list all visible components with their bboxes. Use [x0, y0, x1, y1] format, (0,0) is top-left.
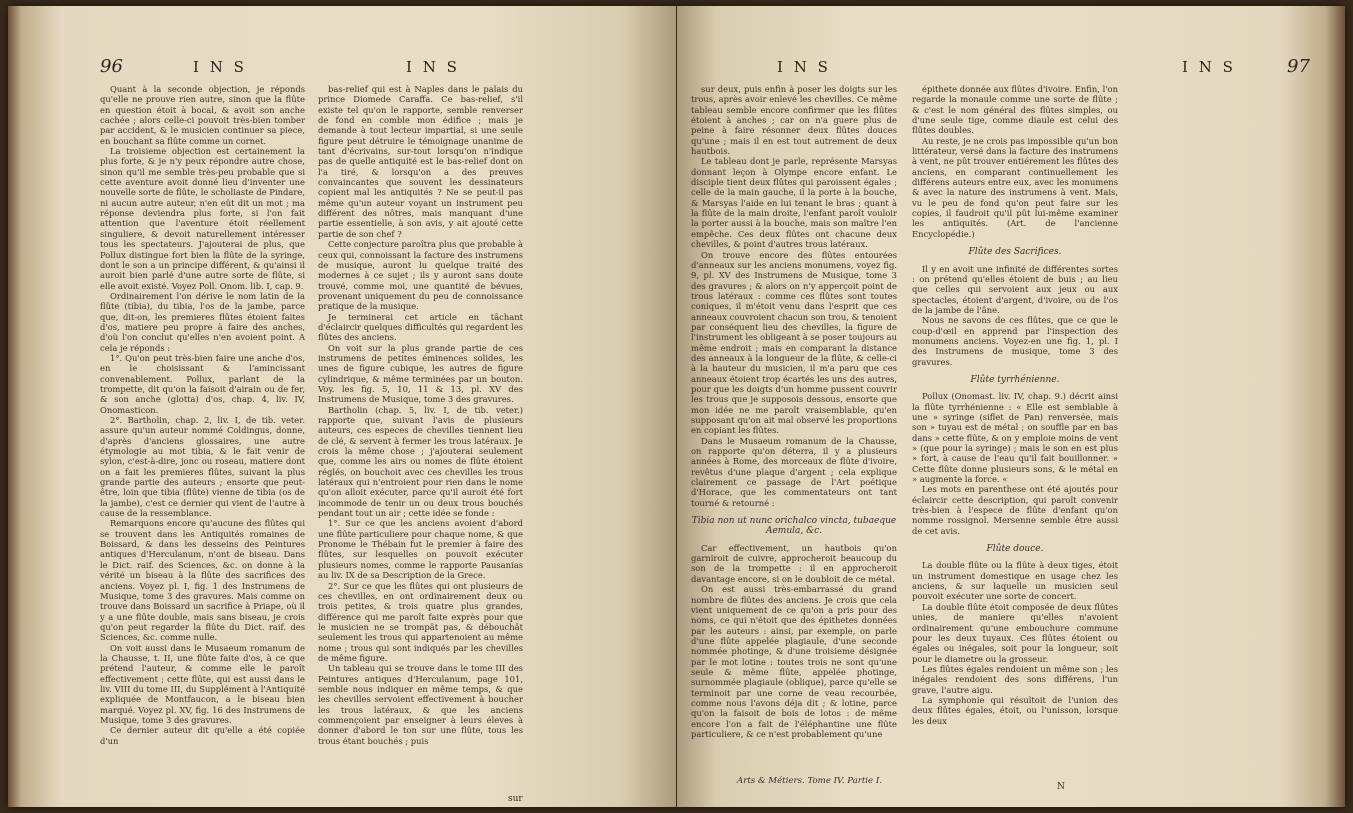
paragraph: La double flûte ou la flûte à deux tiges, étoit un instrument domestique en usage chez les anciens, & sur laquelle un musicien seul pouvoit exécuter une sorte de concert. [912, 560, 1118, 602]
paragraph: Quant à la seconde objection, je réponds qu'elle ne prouve rien autre, sinon que la flûte en question étoit à bocal, & avoit son anche cachée ; alors celle-ci pouvoit très-bien tomber par accident, & le musicien continuer sa piece, en bouchant sa flûte comme un cornet. [100, 84, 305, 146]
paragraph: Ordinairement l'on dérive le nom latin de la flûte (tibia), du tibia, l'os de la jambe, parce que, dit-on, les premieres flûtes étoient faites d'os, matiere peu propre à faire des anches, d'où l'on conclut qu'elles n'en avoient point. A cela je réponds : [100, 290, 305, 353]
paragraph: Ce dernier auteur dit qu'elle a été copiée d'un [100, 725, 305, 746]
page-number-right: 97 [1287, 56, 1310, 77]
paragraph: On est aussi très-embarrassé du grand nombre de flûtes des anciens. Je crois que cela vient uniquement de ce qu'on a pris pour des noms, ce qui n'étoit que des épithetes données par les auteurs : ainsi, par exemple, on parle d'une flûte appelée plagiaule, d'une seconde nommée photinge, & d'une troisieme désignée par le mot lotine : toutes trois ne sont qu'une seule & même flûte, appelée photinge, surnommée plagiaule (oblique), parce qu'elle se terminoit par une corne de veau recourbée, comme nous l'avons déja dit ; & lotine, parce qu'on la faisoit de bois de lotos : de même encore l'on a fait de l'éléphantine une flûte particuliere, & ce n'est probablement qu'une [691, 584, 897, 739]
paragraph: Remarquons encore qu'aucune des flûtes qui se trouvent dans les Antiquités romaines de Boissard, & dans les desseins des Peintures antiques d'Herculanum, n'ont de biseau. Dans le Dict. raif. des Sciences, &c. on donne à la vérité un biseau à la flûte des sacrifices des anciens. Voyez pl. I, fig. 1 des Instrumens de Musique, tome 3 des gravures. Mais comme on trouve dans Boissard un sacrifice à Priape, où il y a une flûte double, mais sans biseau, je crois qu'on peut regarder la flûte du Dict. raif. des Sciences, &c. comme nulle. [100, 518, 305, 643]
paragraph: La symphonie qui résultoit de l'union des deux flûtes égales, étoit, ou l'unisson, lorsque les deux [912, 694, 1118, 726]
paragraph: 1°. Sur ce que les anciens avoient d'abord une flûte particuliere pour chaque nome, & que Pronome le Thébain fut le premier à faire des flûtes, sur lesquelles on pouvoit exécuter plusieurs nomes, comme le rapporte Pausanias au liv. IX de sa Description de la Grece. [318, 518, 523, 581]
signature-mark: N [1057, 782, 1065, 792]
running-head-right-col1: I N S [777, 58, 831, 76]
paragraph: bas-relief qui est à Naples dans le palais du prince Diomede Caraffa. Ce bas-relief, s'il existe tel qu'on le rapporte, semble renverser de fond en comble mon édifice ; mais je demande à tout lecteur impartial, si une seule figure peut détruire le témoignage unanime de tant d'écrivains, sur-tout lorsqu'on n'indique pas de quelle antiquité est le bas-relief dont on l'a tiré, & lorsqu'on a des preuves convaincantes que souvent les dessinateurs copient mal les antiquités ? Ne se peut-il pas même qu'un auteur voyant un instrument peu différent des nôtres, mais manquant d'une partie essentielle, à son avis, y ait ajouté cette partie de son chef ? [318, 84, 523, 239]
paragraph: La troisieme objection est certainement la plus forte, & je n'y peux répondre autre chose, sinon qu'il me semble très-peu probable que si cette aventure avoit donné lieu d'inventer une nouvelle sorte de flûte, le scholiaste de Pindare, ni aucun autre auteur, n'en eût dit un mot ; ma réponse deviendra plus forte, si l'on fait attention que l'aventure étoit réellement singuliere, & devoit naturellement intéresser tous les spectateurs. J'ajouterai de plus, que Pollux distingue fort bien la flûte de la syringe, dont le son a un principe différent, & qu'ainsi il auroit bien parlé d'une autre sorte de flûte, si elle avoit existé. Voyez Poll. Onom. lib. I, cap. 9. [100, 146, 305, 291]
left-page-column-2 [318, 84, 523, 746]
paragraph: Il y en avoit une infinité de différentes sortes : on prétend qu'elles étoient de buis ; au lieu que celles qui servoient aux jeux ou aux spectacles, étoient d'argent, d'ivoire, ou de l'os de la jambe de l'âne. [912, 263, 1118, 315]
paragraph: 1°. Qu'on peut très-bien faire une anche d'os, en le choisissant & l'amincissant convenablement. Pollux, parlant de la trompette, dit qu'on la faisoit d'airain ou de fer, & son anche (glotta) d'os, chap. 4, liv. IV, Onomasticon. [100, 352, 305, 415]
running-head-right-col2: I N S [1182, 58, 1236, 76]
right-page-column-2 [912, 84, 1118, 726]
paragraph: La double flûte étoit composée de deux flûtes unies, de maniere qu'elles n'avoient ordinairement qu'une embouchure commune pour les deux tuyaux. Ces flûtes étoient ou égales ou inégales, soit pour la longueur, soit pour le diametre ou la grosseur. [912, 601, 1118, 664]
running-head-left-col1: I N S [193, 58, 247, 76]
paragraph: Nous ne savons de ces flûtes, que ce que le coup-d'œil en apprend par l'inspection des monumens anciens. Voyez-en une fig. 1, pl. I des Instrumens de musique, tome 3 des gravures. [912, 315, 1118, 367]
paragraph: Les mots en parenthese ont été ajoutés pour éclaircir cette description, qui paroît convenir très-bien à l'espece de flûte d'enfant qu'on nomme rossignol. Mersenne semble être aussi de cet avis. [912, 484, 1118, 536]
catchword: sur [508, 794, 523, 804]
paragraph: On trouve encore des flûtes entourées d'anneaux sur les anciens monumens, voyez fig. 9, pl. XV des Instrumens de Musique, tome 3 des gravures ; & alors on n'y apperçoit point de trous latéraux : comme ces flûtes sont toutes coniques, il m'étoit venu dans l'esprit que ces anneaux couvroient chacun son trou, & tenoient par conséquent lieu des chevilles, la figure de l'instrument les obligeant à se poser toujours au même endroit ; mais en comparant la distance des anneaux à la longueur de la flûte, & celle-ci à la hauteur du musicien, il m'a paru que ces anneaux étoient trop écartés les uns des autres, pour que les doigts d'un homme pussent couvrir les trous que je supposois dessous, ensorte que mon idée ne me paroît vraisemblable, qu'en supposant qu'on ait mal observé les proportions en copiant les flûtes. [691, 249, 897, 436]
section-heading: Flûte des Sacrifices. [968, 247, 1062, 258]
paragraph: On voit sur la plus grande partie de ces instrumens de petites éminences solides, les unes de figure cubique, les autres de figure cylindrique, & même terminées par un bouton. Voy. les fig. 5, 10, 11 & 13, pl. XV des Instrumens de Musique, tome 3 des gravures. [318, 342, 523, 405]
section-heading: Flûte tyrrhénienne. [970, 374, 1060, 385]
page-footer: Arts & Métiers. Tome IV. Partie I. [737, 776, 882, 786]
paragraph: Les flûtes égales rendoient un même son ; les inégales rendoient des sons différens, l'un grave, l'autre aigu. [912, 663, 1118, 695]
section-heading: Flûte douce. [986, 544, 1044, 555]
verse-quotation: Tibia non ut nunc orichalco vincta, tubaeque Aemula, &c. [691, 516, 897, 537]
right-page [677, 6, 1345, 807]
left-page-column-1 [100, 84, 305, 746]
paragraph: épithete donnée aux flûtes d'ivoire. Enfin, l'on regarde la monaule comme une sorte de flûte ; & c'est le nom général des flûtes simples, ou d'une seule tige, comme diaule est celui des flûtes doubles. [912, 84, 1118, 136]
page-number-left: 96 [100, 56, 123, 77]
running-head-left-col2: I N S [406, 58, 460, 76]
paragraph: Je terminerai cet article en tâchant d'éclaircir quelques difficultés qui regardent les flûtes des anciens. [318, 311, 523, 343]
paragraph: sur deux, puis enfin à poser les doigts sur les trous, après avoir enlevé les chevilles. Ce même tableau semble encore confirmer que les flûtes étoient à anches ; car on n'a guere plus de peine à faire résonner deux flûtes douces qu'une ; mais il en est tout autrement de deux hautbois. [691, 84, 897, 157]
paragraph: 2°. Bartholin, chap. 2, liv. I, de tib. veter. assure qu'un auteur nommé Coldingus, donne, d'après d'anciens glossaires, une autre étymologie au mot tibia, & le fait venir de sylon, c'est-à-dire, jonc ou roseau, matiere dont on a fait les premieres flûtes, suivant la plus grande partie des auteurs ; ensorte que peut-être, loin que tibia (flûte) vienne de tibia (os de la jambe), c'est ce dernier qui vient de l'autre à cause de la ressemblance. [100, 415, 305, 519]
paragraph: Car effectivement, un hautbois qu'on garniroit de cuivre, approcheroit beaucoup du son de la trompette : il en approcheroit davantage encore, si on le doubloit de ce métal. [691, 542, 897, 584]
left-page [8, 6, 676, 807]
paragraph: Bartholin (chap. 5, liv. I, de tib. veter.) rapporte que, suivant l'avis de plusieurs auteurs, ces especes de chevilles tiennent lieu de clé, & servent à fermer les trous latéraux. Je crois la même chose ; j'ajouterai seulement que, comme les airs ou nomes de flûte étoient réglés, on bouchoit avec ces chevilles les trous latéraux qui n'entroient pour rien dans le nome qu'on alloit exécuter, parce qu'il auroit été fort incommode de tenir un ou deux trous bouchés pendant tout un air ; cette idée se fonde : [318, 404, 523, 519]
paragraph: Pollux (Onomast. liv. IV, chap. 9.) décrit ainsi la flûte tyrrhénienne : « Elle est semblable à une » syringe (siflet de Pan) renversée, mais son » tuyau est de métal ; on souffle par en bas dans » cette flûte, & on y emploie moins de vent » (que pour la syringe) ; mais le son en est plus » fort, à cause de l'eau qu'il fait bouillonner. » Cette flûte donne plusieurs sons, & le métal en » augmente la force. « [912, 391, 1118, 485]
paragraph: Le tableau dont je parle, représente Marsyas donnant leçon à Olympe encore enfant. Le disciple tient deux flûtes qui paroissent égales ; celle de la main gauche, il la porte à la bouche, & Marsyas l'aide en lui tenant le bras ; quant à la flûte de la main droite, l'enfant paroît vouloir la porter aussi à la bouche, mais son maître l'en empêche. Ces deux flûtes ont chacune deux chevilles, & point d'autres trous latéraux. [691, 156, 897, 250]
paragraph: Un tableau qui se trouve dans le tome III des Peintures antiques d'Herculanum, page 101, semble nous indiquer en même temps, & que les chevilles servoient effectivement à boucher les trous latéraux, & que les anciens commençoient par enseigner à leurs éleves à donner d'abord le ton sur une flûte, tous les trous étant bouchés ; puis [318, 663, 523, 746]
paragraph: Au reste, je ne crois pas impossible qu'un bon littérateur, versé dans la facture des instrumens à vent, ne pût trouver entiérement les flûtes des anciens, en comparant continuellement les différens auteurs entre eux, avec les monumens & avec la nature des instrumens à vent. Mais, vu le peu de fond qu'on peut faire sur les copies, il faudroit qu'il pût lui-même examiner les antiquités. (Art. de l'ancienne Encyclopédie.) [912, 135, 1118, 239]
open-book-spread [8, 6, 1345, 807]
right-page-column-1 [691, 84, 897, 739]
paragraph: 2°. Sur ce que les flûtes qui ont plusieurs de ces chevilles, en ont ordinairement deux ou trois petites, & trois quatre plus grandes, différence qui me paroît faite exprès pour que le musicien ne se trompât pas, & débouchât seulement les trous qui appartenoient au même nome ; trous qui sont indiqués par les chevilles de même figure. [318, 580, 523, 663]
paragraph: Cette conjecture paroîtra plus que probable à ceux qui, connoissant la facture des instrumens de musique, auront lu quelque traité des modernes à ce sujet ; ils y auront sans doute trouvé, comme moi, une quantité de bévues, provenant uniquement du peu de connoissance pratique de la musique. [318, 239, 523, 312]
paragraph: Dans le Musaeum romanum de la Chausse, on rapporte qu'on déterra, il y a plusieurs années à Rome, des morceaux de flûte d'ivoire, revêtus d'une plaque d'argent ; cela explique clairement ce passage de l'Art poétique d'Horace, que les commentateurs ont tant tourné & retourné : [691, 435, 897, 508]
paragraph: On voit aussi dans le Musaeum romanum de la Chausse, t. II, une flûte faite d'os, à ce que prétend l'auteur, & comme elle le paroît effectivement ; cette flûte, qui est aussi dans le liv. VIII du tome III, du Supplément à l'Antiquité expliquée de Montfaucon, a le biseau bien marqué. Voyez pl. XV, fig. 16 des Instrumens de Musique, tome 3 des gravures. [100, 642, 305, 725]
